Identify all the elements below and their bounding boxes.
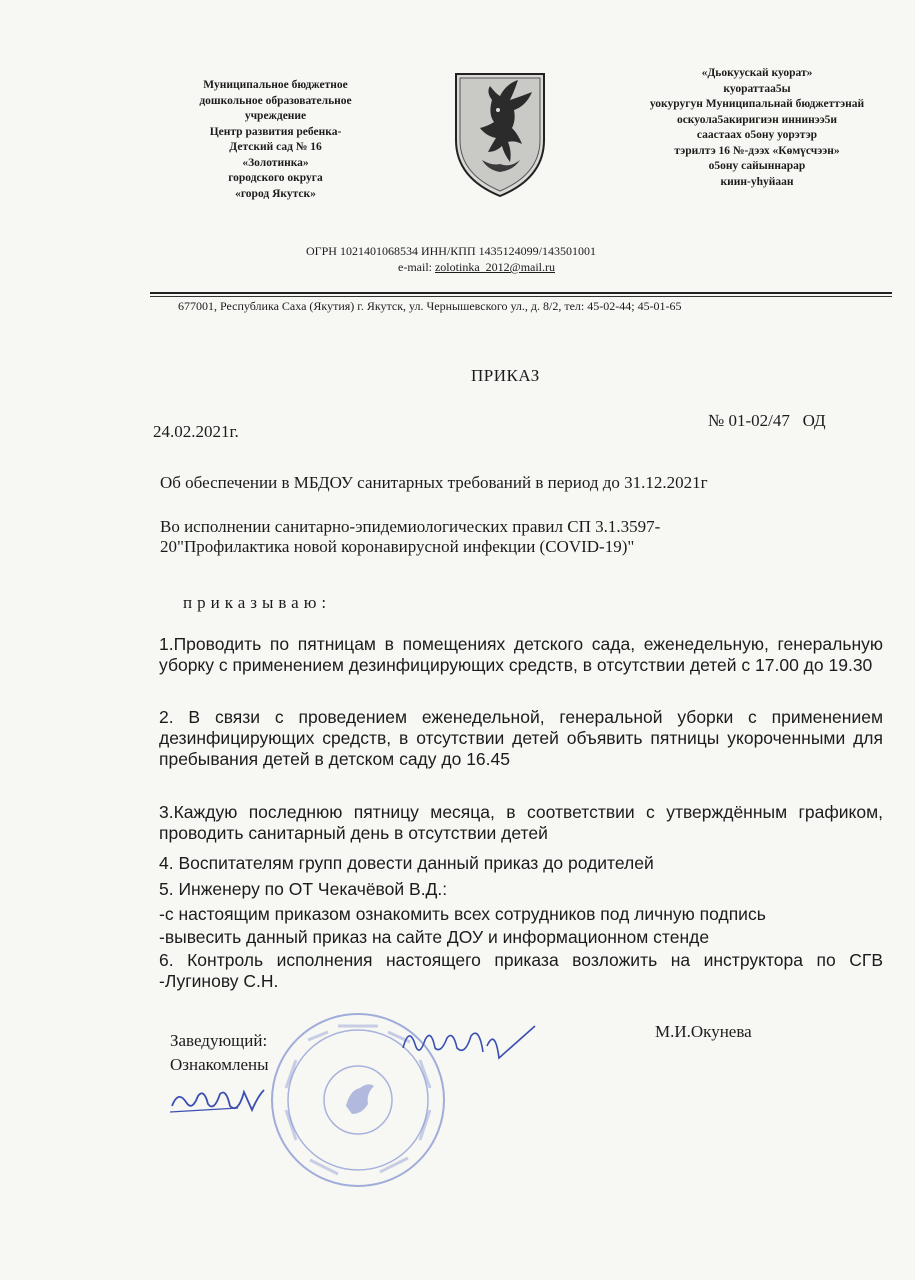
order-subject: Об обеспечении в МБДОУ санитарных требований в период до 31.12.2021г [160, 473, 708, 492]
order-number: № 01-02/47 ОД [708, 411, 826, 430]
order-keyword: приказываю: [183, 593, 332, 612]
header-line: киин-уһуйаан [720, 175, 794, 188]
header-line: куораттаа5ы [723, 82, 791, 95]
basis-line: 20"Профилактика новой коронавирусной инфекции (COVID-19)" [160, 537, 635, 556]
order-item-3: 3.Каждую последнюю пятницу месяца, в соответствии с утверждённым графиком, проводить санитарный день в отсутствии детей [159, 802, 883, 843]
institution-header-russian [168, 78, 383, 202]
basis-line: Во исполнении санитарно-эпидемиологических правил СП 3.1.3597- [160, 517, 661, 536]
order-item-6: 6. Контроль исполнения настоящего приказа возложить на инструктора по СГВ -Лугинову С.Н. [159, 950, 883, 991]
registration-numbers: ОГРН 1021401068534 ИНН/КПП 1435124099/143501001 [306, 244, 596, 258]
header-line: «Дьокуускай куорат» [701, 67, 813, 79]
header-line: Детский сад № 16 [229, 141, 322, 153]
header-line: саастаах о5ону уорэтэр [696, 129, 818, 141]
order-date: 24.02.2021г. [153, 422, 239, 441]
signatory-name: М.И.Окунева [655, 1022, 752, 1041]
header-line: учреждение [244, 110, 307, 122]
order-item-5b: -вывесить данный приказ на сайте ДОУ и информационном стенде [159, 927, 710, 947]
header-line: тэрилтэ 16 №-дээх «Көмүсчээн» [674, 144, 840, 157]
order-item-5: 5. Инженеру по ОТ Чекачёвой В.Д.: [159, 879, 448, 899]
order-item-1: 1.Проводить по пятницам в помещениях детского сада, еженедельную, генеральную уборку с применением дезинфицирующих средств, в отсутствии детей с 17.00 до 19.30 [159, 634, 883, 675]
director-signature [395, 1018, 545, 1068]
document-title: ПРИКАЗ [471, 366, 540, 385]
institution-header-yakut [622, 66, 892, 190]
postal-address: 677001, Республика Саха (Якутия) г. Якутск, ул. Чернышевского ул., д. 8/2, тел: 45-02-44; 45-01-65 [178, 299, 682, 313]
acknowledged-label: Ознакомлены [170, 1055, 269, 1074]
header-line: «город Якутск» [235, 187, 316, 200]
order-item-2: 2. В связи с проведением еженедельной, генеральной уборки с применением дезинфицирующих средств, в отсутствии детей объявить пятницы укороченными для пребывания детей в детском саду до 16.45 [159, 707, 883, 769]
coat-of-arms-emblem [452, 70, 548, 198]
order-basis [160, 517, 660, 557]
header-line: городского округа [228, 172, 323, 184]
email-label: e-mail: [398, 260, 435, 274]
acknowledgement-signature [168, 1082, 268, 1122]
signatory-role: Заведующий: [170, 1031, 268, 1050]
header-line: о5ону сайыннарар [708, 160, 806, 172]
header-line: Муниципальное бюджетное [203, 79, 348, 91]
header-line: Центр развития ребенка- [209, 125, 342, 138]
header-line: «Золотинка» [242, 156, 309, 169]
order-item-4: 4. Воспитателям групп довести данный приказ до родителей [159, 853, 654, 873]
header-line: дошкольное образовательное [199, 94, 352, 107]
email-line [398, 260, 555, 275]
header-line: уокуругун Муниципальнай бюджеттэнай [649, 98, 865, 110]
email-address: zolotinka_2012@mail.ru [434, 260, 556, 274]
header-divider-thin [150, 296, 892, 297]
order-item-5a: -с настоящим приказом ознакомить всех сотрудников под личную подпись [159, 904, 766, 924]
header-line: оскуола5акиригиэн иннинээ5и [676, 113, 838, 126]
header-divider [150, 292, 892, 294]
